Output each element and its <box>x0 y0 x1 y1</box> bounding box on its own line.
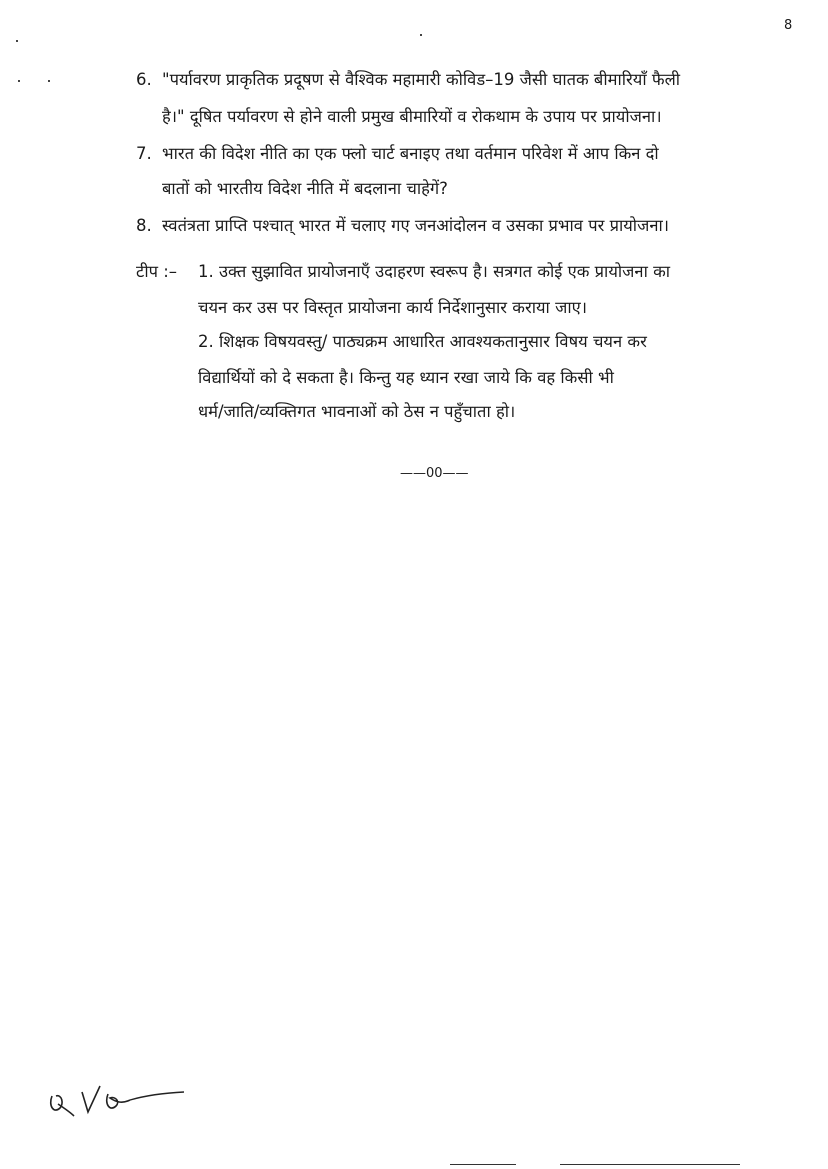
scan-speck <box>48 80 50 82</box>
item-7-line-1: भारत की विदेश नीति का एक फ्लो चार्ट बनाइए तथा वर्तमान परिवेश में आप किन दो <box>162 144 659 163</box>
item-6-line-2: है।" दूषित पर्यावरण से होने वाली प्रमुख बीमारियों व रोकथाम के उपाय पर प्रायोजना। <box>162 107 662 126</box>
scan-speck <box>18 80 20 82</box>
page-number: 8 <box>784 18 793 33</box>
note-point-1-line-1: 1. उक्त सुझावित प्रायोजनाएँ उदाहरण स्वरूप है। सत्रगत कोई एक प्रायोजना का <box>198 262 671 281</box>
bottom-scan-line <box>450 1164 516 1165</box>
item-8-number: 8. <box>136 216 152 235</box>
scan-speck <box>16 40 18 42</box>
end-separator: ——00—— <box>400 466 469 481</box>
item-8-line-1: स्वतंत्रता प्राप्ति पश्चात् भारत में चलाए गए जनआंदोलन व उसका प्रभाव पर प्रायोजना। <box>162 216 670 235</box>
item-7-line-2: बातों को भारतीय विदेश नीति में बदलाना चाहेगें? <box>162 179 448 198</box>
note-point-2-line-1: 2. शिक्षक विषयवस्तु/ पाठ्यक्रम आधारित आवश्यकतानुसार विषय चयन कर <box>198 332 647 351</box>
note-label: टीप :– <box>136 262 178 281</box>
item-7-number: 7. <box>136 144 152 163</box>
note-point-1-line-2: चयन कर उस पर विस्तृत प्रायोजना कार्य निर्देशानुसार कराया जाए। <box>198 298 587 317</box>
handwritten-signature <box>44 1078 194 1128</box>
scan-speck <box>420 34 422 36</box>
note-point-2-line-2: विद्यार्थियों को दे सकता है। किन्तु यह ध्यान रखा जाये कि वह किसी भी <box>198 368 614 387</box>
note-point-2-line-3: धर्म/जाति/व्यक्तिगत भावनाओं को ठेस न पहुँचाता हो। <box>198 402 516 421</box>
bottom-scan-line <box>560 1164 740 1165</box>
item-6-line-1: "पर्यावरण प्राकृतिक प्रदूषण से वैश्विक महामारी कोविड–19 जैसी घातक बीमारियाँ फैली <box>162 70 681 89</box>
item-6-number: 6. <box>136 70 152 89</box>
